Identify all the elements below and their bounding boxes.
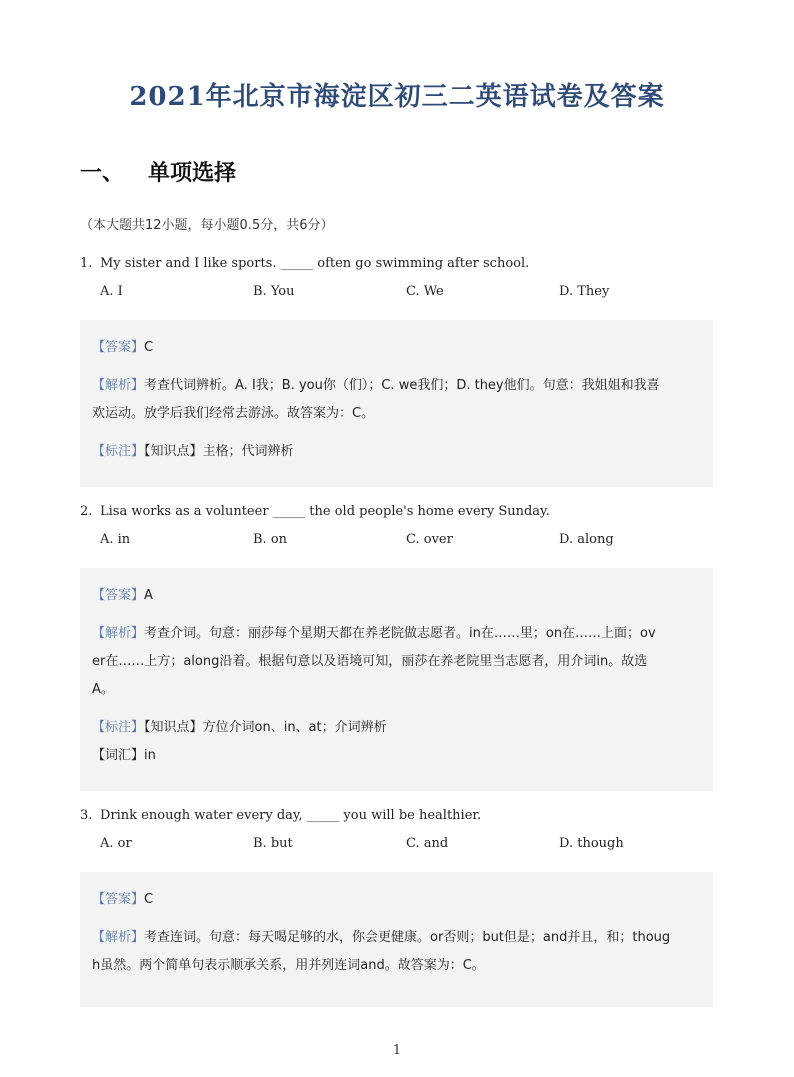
answer-tag: 【答案】: [92, 588, 145, 603]
option-b: B. but: [253, 836, 293, 851]
analysis-line-1: [92, 924, 697, 952]
answer-tag: 【答案】: [92, 340, 145, 355]
analysis-line-1: [92, 620, 697, 648]
mark-line: [92, 714, 697, 742]
question-number: 3.: [80, 808, 93, 823]
question-number: 1.: [80, 256, 93, 271]
analysis-tag: 【解析】: [92, 626, 145, 641]
answer-box-2: [80, 568, 713, 791]
answer-value: C: [144, 340, 154, 355]
section-number: 一、: [80, 161, 125, 186]
section-label: 单项选择: [148, 161, 237, 186]
option-a: A. I: [100, 284, 123, 299]
question-1-options: [100, 284, 720, 302]
answer-value: A: [144, 588, 153, 603]
answer-box-1: [80, 320, 713, 487]
option-d: D. They: [559, 284, 610, 299]
analysis-line-2: er在……上方；along沿着。根据句意以及语境可知，丽莎在养老院里当志愿者，用介词in。故选: [92, 654, 648, 669]
mark-tag: 【标注】: [92, 720, 145, 735]
answer-value: C: [144, 892, 154, 907]
mark-text: 【知识点】主格；代词辨析: [144, 444, 294, 459]
option-d: D. along: [559, 532, 614, 547]
question-number: 2.: [80, 504, 93, 519]
option-b: B. on: [253, 532, 288, 547]
option-c: C. over: [406, 532, 453, 547]
document-title: 2021年北京市海淀区初三二英语试卷及答案: [129, 82, 665, 112]
question-3-options: [100, 836, 720, 854]
question-2-options: [100, 532, 720, 550]
answer-line: [92, 582, 697, 610]
analysis-line-2: h虽然。两个简单句表示顺承关系，用并列连词and。故答案为：C。: [92, 958, 485, 973]
mark-text: 【知识点】方位介词on、in、at；介词辨析: [144, 720, 387, 735]
analysis-line-3: A。: [92, 682, 114, 697]
analysis-text: 考查代词辨析。A. I我；B. you你（们）；C. we我们；D. they他们。句意：我姐姐和我喜: [144, 378, 660, 393]
mark-line: [92, 438, 697, 466]
analysis-tag: 【解析】: [92, 930, 145, 945]
option-c: C. and: [406, 836, 449, 851]
question-text: Drink enough water every day, _____ you will be healthier.: [100, 808, 482, 823]
question-1: [80, 256, 529, 271]
analysis-line-1: [92, 372, 697, 400]
section-note: （本大题共12小题，每小题0.5分，共6分）: [80, 218, 334, 233]
question-text: My sister and I like sports. _____ often go swimming after school.: [100, 256, 530, 271]
mark-tag: 【标注】: [92, 444, 145, 459]
analysis-text: 考查连词。句意：每天喝足够的水，你会更健康。or否则；but但是；and并且，和；thoug: [144, 930, 671, 945]
option-c: C. We: [406, 284, 444, 299]
option-b: B. You: [253, 284, 295, 299]
answer-line: [92, 334, 697, 362]
question-text: Lisa works as a volunteer _____ the old people's home every Sunday.: [100, 504, 550, 519]
option-a: A. or: [100, 836, 132, 851]
analysis-text: 考查介词。句意：丽莎每个星期天都在养老院做志愿者。in在……里；on在……上面；ov: [144, 626, 656, 641]
question-2: [80, 504, 550, 519]
answer-tag: 【答案】: [92, 892, 145, 907]
answer-box-3: [80, 872, 713, 1007]
question-3: [80, 808, 481, 823]
page-number: 1: [392, 1043, 402, 1058]
option-a: A. in: [100, 532, 131, 547]
answer-line: [92, 886, 697, 914]
vocab-line: 【词汇】in: [92, 748, 156, 763]
option-d: D. though: [559, 836, 624, 851]
analysis-line-2: 欢运动。放学后我们经常去游泳。故答案为：C。: [92, 406, 375, 421]
section-heading: [80, 156, 236, 187]
analysis-tag: 【解析】: [92, 378, 145, 393]
